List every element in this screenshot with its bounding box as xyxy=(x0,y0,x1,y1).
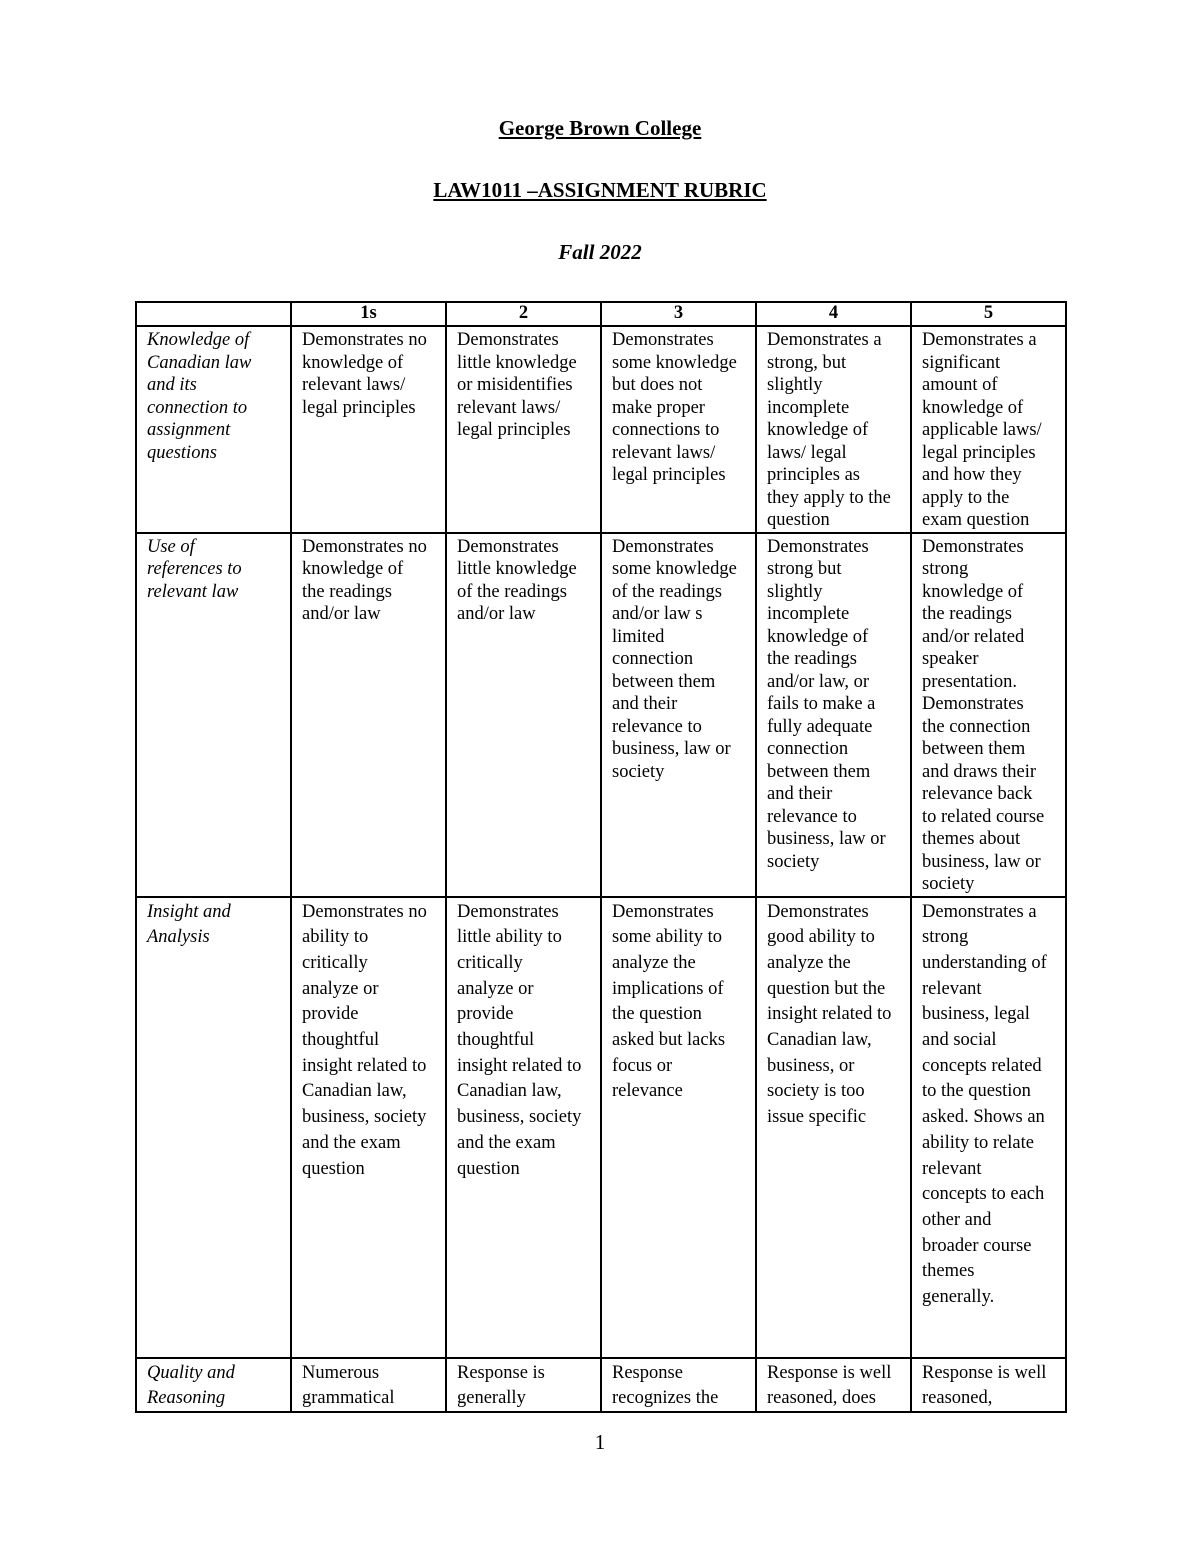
level-cell: Demonstrates no knowledge of relevant laws/ legal principles xyxy=(291,326,446,533)
level-cell: Demonstrates a strong understanding of relevant business, legal and social concepts related to the question asked. Shows an ability to relate relevant concepts to each other and broader course themes generally. xyxy=(911,897,1066,1358)
level-cell: Demonstrates strong but slightly incomplete knowledge of the readings and/or law, or fails to make a fully adequate connection between them and their relevance to business, law or society xyxy=(756,533,911,897)
column-header: 5 xyxy=(911,302,1066,326)
level-cell: Demonstrates little knowledge or misidentifies relevant laws/ legal principles xyxy=(446,326,601,533)
rubric-header-row xyxy=(136,302,1066,326)
column-header: 2 xyxy=(446,302,601,326)
level-cell: Numerous grammatical xyxy=(291,1358,446,1412)
level-cell: Demonstrates strong knowledge of the readings and/or related speaker presentation. Demonstrates the connection between them and draws their relevance back to related course themes about business, law or society xyxy=(911,533,1066,897)
level-cell: Demonstrates good ability to analyze the question but the insight related to Canadian law, business, or society is too issue specific xyxy=(756,897,911,1358)
level-cell: Demonstrates some knowledge but does not make proper connections to relevant laws/ legal principles xyxy=(601,326,756,533)
term-title: Fall 2022 xyxy=(558,240,642,264)
institution-title: George Brown College xyxy=(498,116,702,140)
level-cell: Demonstrates a significant amount of knowledge of applicable laws/ legal principles and how they apply to the exam question xyxy=(911,326,1066,533)
criterion-cell: Insight and Analysis xyxy=(136,897,291,1358)
level-cell: Response is well reasoned, xyxy=(911,1358,1066,1412)
level-cell: Response recognizes the xyxy=(601,1358,756,1412)
column-header: 3 xyxy=(601,302,756,326)
page-number: 1 xyxy=(594,1430,606,1454)
column-header: 1s xyxy=(291,302,446,326)
table-row xyxy=(136,897,1066,1358)
level-cell: Demonstrates no knowledge of the readings and/or law xyxy=(291,533,446,897)
table-row xyxy=(136,533,1066,897)
level-cell: Demonstrates little knowledge of the readings and/or law xyxy=(446,533,601,897)
column-header xyxy=(136,302,291,326)
column-header: 4 xyxy=(756,302,911,326)
criterion-cell: Use of references to relevant law xyxy=(136,533,291,897)
level-cell: Response is well reasoned, does xyxy=(756,1358,911,1412)
level-cell: Response is generally xyxy=(446,1358,601,1412)
course-title: LAW1011 –ASSIGNMENT RUBRIC xyxy=(433,178,767,202)
criterion-cell: Quality and Reasoning xyxy=(136,1358,291,1412)
table-row xyxy=(136,1358,1066,1412)
level-cell: Demonstrates a strong, but slightly incomplete knowledge of laws/ legal principles as they apply to the question xyxy=(756,326,911,533)
table-row xyxy=(136,326,1066,533)
level-cell: Demonstrates no ability to critically analyze or provide thoughtful insight related to Canadian law, business, society and the exam question xyxy=(291,897,446,1358)
level-cell: Demonstrates little ability to critically analyze or provide thoughtful insight related to Canadian law, business, society and the exam question xyxy=(446,897,601,1358)
criterion-cell: Knowledge of Canadian law and its connection to assignment questions xyxy=(136,326,291,533)
rubric-table xyxy=(135,301,1067,1413)
level-cell: Demonstrates some knowledge of the readings and/or law s limited connection between them and their relevance to business, law or society xyxy=(601,533,756,897)
level-cell: Demonstrates some ability to analyze the implications of the question asked but lacks focus or relevance xyxy=(601,897,756,1358)
